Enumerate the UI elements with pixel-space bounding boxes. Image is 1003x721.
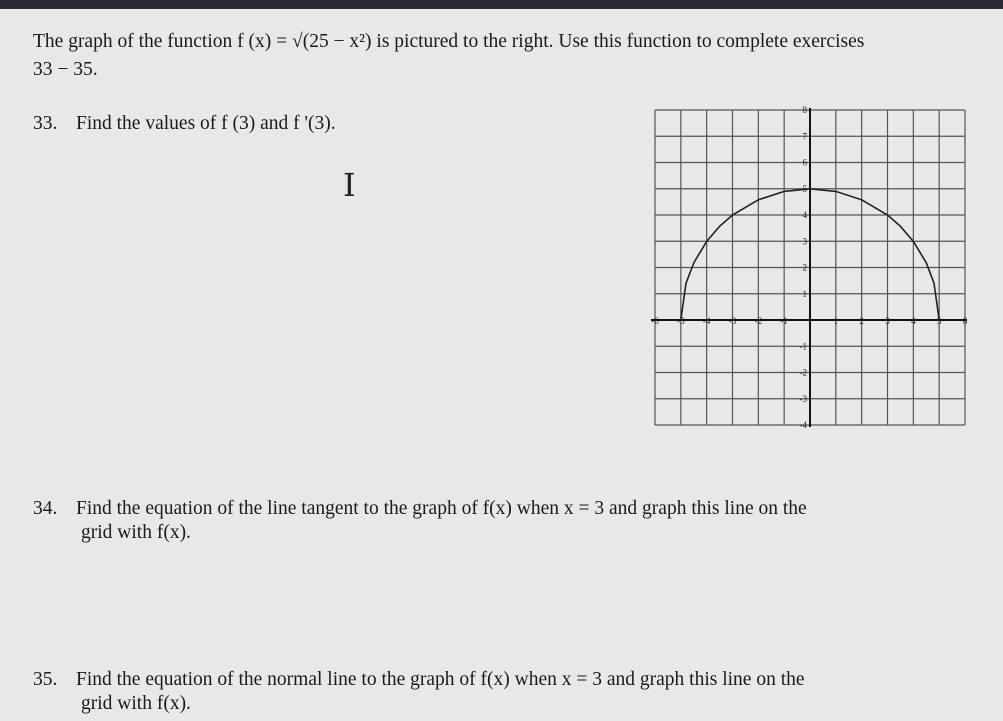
- question-number: 33.: [33, 113, 58, 134]
- x-tick-label: 1: [833, 316, 839, 326]
- y-tick-label: 5: [802, 183, 807, 194]
- y-tick-label: 6: [802, 157, 807, 168]
- x-tick-label: -6: [651, 316, 659, 326]
- y-tick-label: 7: [802, 131, 807, 142]
- question-text-cont: grid with f(x).: [81, 522, 191, 543]
- question-text: Find the equation of the line tangent to the graph of f(x) when x = 3 and graph this line on the: [76, 498, 807, 519]
- x-tick-label: -1: [780, 316, 788, 326]
- question-number: 35.: [33, 669, 58, 690]
- y-tick-label: 4: [802, 210, 807, 220]
- y-tick-label: -4: [799, 420, 807, 430]
- x-tick-label: 3: [885, 316, 890, 326]
- question-33: [33, 112, 336, 136]
- question-35: [33, 668, 933, 716]
- x-tick-label: -4: [702, 316, 711, 326]
- y-tick-label: 3: [802, 236, 807, 247]
- question-text-cont: grid with f(x).: [81, 693, 191, 714]
- intro-line-1: The graph of the function f (x) = √(25 − x²) is pictured to the right. Use this function to complete exercises: [33, 31, 865, 52]
- question-text: Find the equation of the normal line to the graph of f(x) when x = 3 and graph this line on the: [76, 669, 805, 690]
- x-tick-label: -3: [728, 316, 737, 326]
- intro-line-2: 33 − 35.: [33, 59, 98, 80]
- x-tick-label: 5: [936, 316, 942, 326]
- x-tick-label: -2: [754, 316, 763, 326]
- question-34: [33, 497, 933, 545]
- x-tick-label: 4: [911, 316, 916, 326]
- function-graph: [645, 100, 971, 430]
- x-tick-label: 6: [962, 316, 968, 326]
- question-number: 34.: [33, 498, 58, 519]
- top-bar: [0, 0, 1003, 9]
- y-tick-label: 8: [802, 105, 807, 115]
- question-text: Find the values of f (3) and f '(3).: [76, 113, 336, 134]
- y-tick-label: -1: [799, 341, 807, 352]
- y-tick-label: 1: [802, 288, 807, 299]
- y-tick-label: -3: [799, 393, 807, 404]
- text-cursor-icon: I: [343, 166, 356, 204]
- x-tick-label: 2: [859, 316, 864, 326]
- intro-text: [33, 28, 993, 84]
- x-tick-label: -5: [677, 316, 685, 326]
- y-tick-label: -2: [799, 367, 807, 378]
- y-tick-label: 2: [802, 262, 807, 273]
